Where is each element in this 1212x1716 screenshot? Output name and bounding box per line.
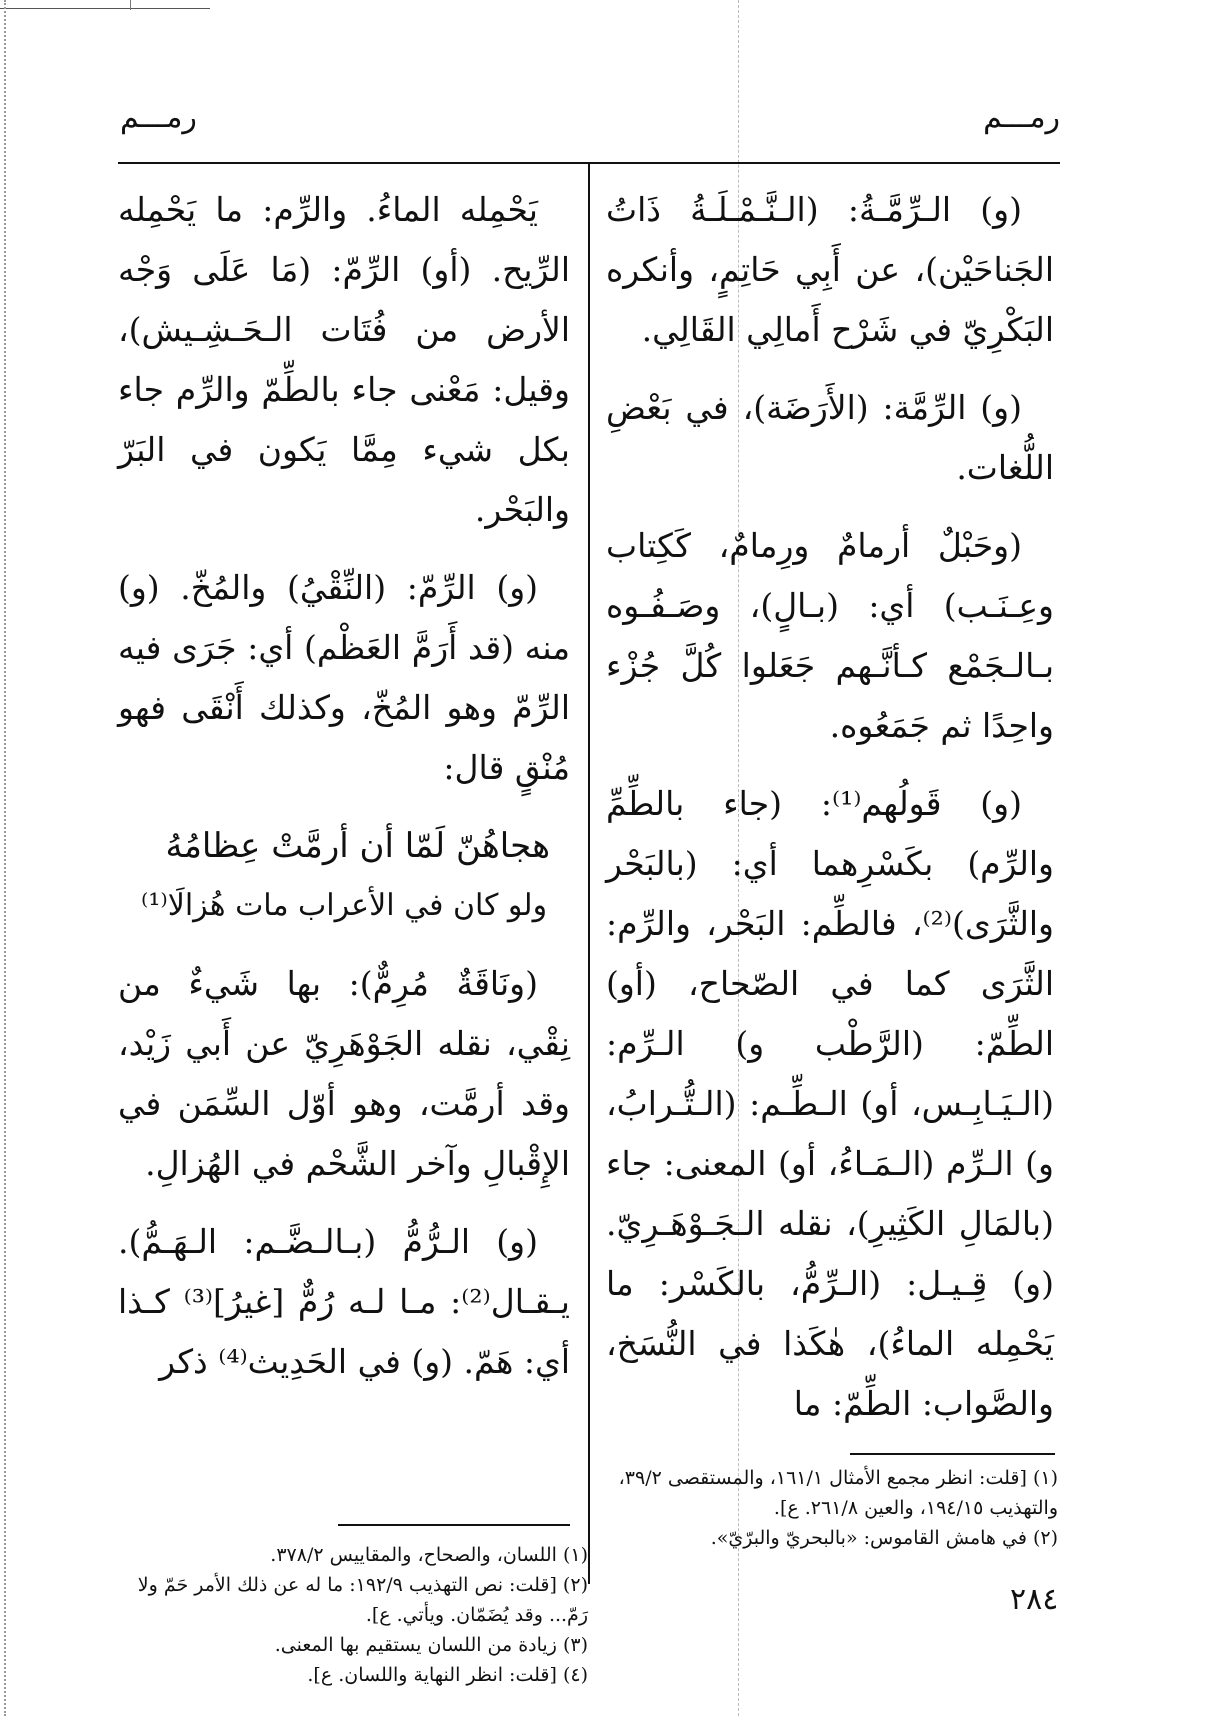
footnote: (٢) [قلت: نص التهذيب ١٩٢/٩: ما له عن ذلك الأمر حَمّ ولا رَمّ... وقد يُضَمّان. ويأتي. ع]. — [137, 1574, 588, 1626]
entry-paragraph: (و) الرِّمّ: (النِّقْيُ) والمُخّ. (و) منه (قد أَرَمَّ العَظْم) أي: جَرَى فيه الرِّمّ وهو المُخّ، وكذلك أَنْقَى فهو مُنْقٍ قال: — [118, 568, 570, 787]
entry-paragraph: (و) قَولُهم⁽¹⁾: (جاء بالطِّمِّ والرِّم) بكَسْرِهما أي: (بالبَحْر والثَّرَى)⁽²⁾، فالطِّم: البَحْر، والرِّم: الثَّرَى كما في الصّحاح، (أو) الطِّمّ: (الرَّطْب و) الـرِّم: (الـيَـابِـس، أو) الـطِّـم: (الـتُّـرابُ، و) الـرِّم (الـمَـاءُ، أو) المعنى: جاء (بالمَالِ الكَثِيرِ)، نقله الـجَـوْهَـرِيّ. (و) قِـيـل: (الـرِّمُّ، بالكَسْر: ما يَحْمِله الماءُ)، هٰكَذا في النُّسَخ، والصَّواب: الطِّمّ: ما — [606, 784, 1054, 1423]
footnote: (٢) في هامش القاموس: «بالبحريّ والبرّيّ». — [710, 1527, 1058, 1549]
entry-paragraph: (وحَبْلٌ أرمامٌ ورِمامٌ، كَكِتاب وعِـنَـب) أي: (بـالٍ)، وصَـفُـوه بـالـجَمْع كـأنَّـهم جَعَلوا كُلَّ جُزْء واحِدًا ثم جَمَعُوه. — [606, 526, 1054, 745]
scan-artifact-line — [0, 8, 210, 9]
footnote: (١) [قلت: انظر مجمع الأمثال ١٦١/١، والمستقصى ٣٩/٢، والتهذيب ١٩٤/١٥، والعين ٢٦١/٨. ع]. — [618, 1467, 1058, 1519]
footnote-rule-left — [338, 1524, 570, 1526]
right-column — [606, 180, 1054, 1452]
poem-verse-second-half: ولو كان في الأعراب مات هُزالَا⁽¹⁾ — [140, 888, 548, 923]
entry-paragraph: (و) الـرُّمُّ (بـالـضَّـم: الـهَـمُّ). يـقـال⁽²⁾: مـا لـه رُمٌّ [غيرُ]⁽³⁾ كـذا أي: هَمّ. (و) في الحَدِيث⁽⁴⁾ ذكر — [118, 1222, 570, 1381]
scan-artifact-tick — [130, 0, 131, 10]
left-column — [118, 180, 570, 1410]
footnote-rule-right — [850, 1453, 1055, 1455]
running-header-right: رمـــم — [983, 100, 1060, 135]
column-divider — [588, 164, 590, 1584]
footnotes-right — [606, 1463, 1058, 1553]
footnotes-left — [118, 1540, 588, 1690]
footnote: (٤) [قلت: انظر النهاية واللسان. ع]. — [307, 1664, 588, 1686]
footnote: (٣) زيادة من اللسان يستقيم بها المعنى. — [274, 1634, 588, 1656]
entry-paragraph: يَحْمِله الماءُ. والرِّم: ما يَحْمِله الرِّيح. (أو) الرِّمّ: (مَا عَلَى وَجْه الأرض من فُتَات الـحَـشِـيش)، وقيل: مَعْنى جاء بالطِّمّ والرِّم جاء بكل شيء مِمَّا يَكون في البَرّ والبَحْر. — [118, 190, 570, 529]
binding-edge-dots — [4, 0, 6, 1716]
entry-paragraph: (ونَاقَةٌ مُرِمٌّ): بها شَيءٌ من نِقْي، نقله الجَوْهَرِيّ عن أَبي زَيْد، وقد أرمَّت، وهو أوّل السِّمَن في الإِقْبالِ وآخر الشَّحْم في الهُزالِ. — [118, 964, 570, 1183]
poem-verse-first-half: هجاهُنّ لَمّا أن أرمَّتْ عِظامُهُ — [165, 826, 550, 866]
footnote: (١) اللسان، والصحاح، والمقاييس ٣٧٨/٢. — [270, 1544, 588, 1566]
entry-paragraph: (و) الرِّمَّة: (الأَرَضَة)، في بَعْضِ اللُّغات. — [606, 388, 1054, 487]
running-header-left: رمـــم — [120, 100, 197, 135]
page-number: ٢٨٤ — [1010, 1582, 1059, 1617]
entry-paragraph: (و) الـرِّمَّـةُ: (الـنَّـمْـلَـةُ ذَاتُ الجَناحَيْن)، عن أَبِي حَاتِمٍ، وأنكره البَكْرِيّ في شَرْح أَمالِي القَالِي. — [606, 190, 1054, 349]
